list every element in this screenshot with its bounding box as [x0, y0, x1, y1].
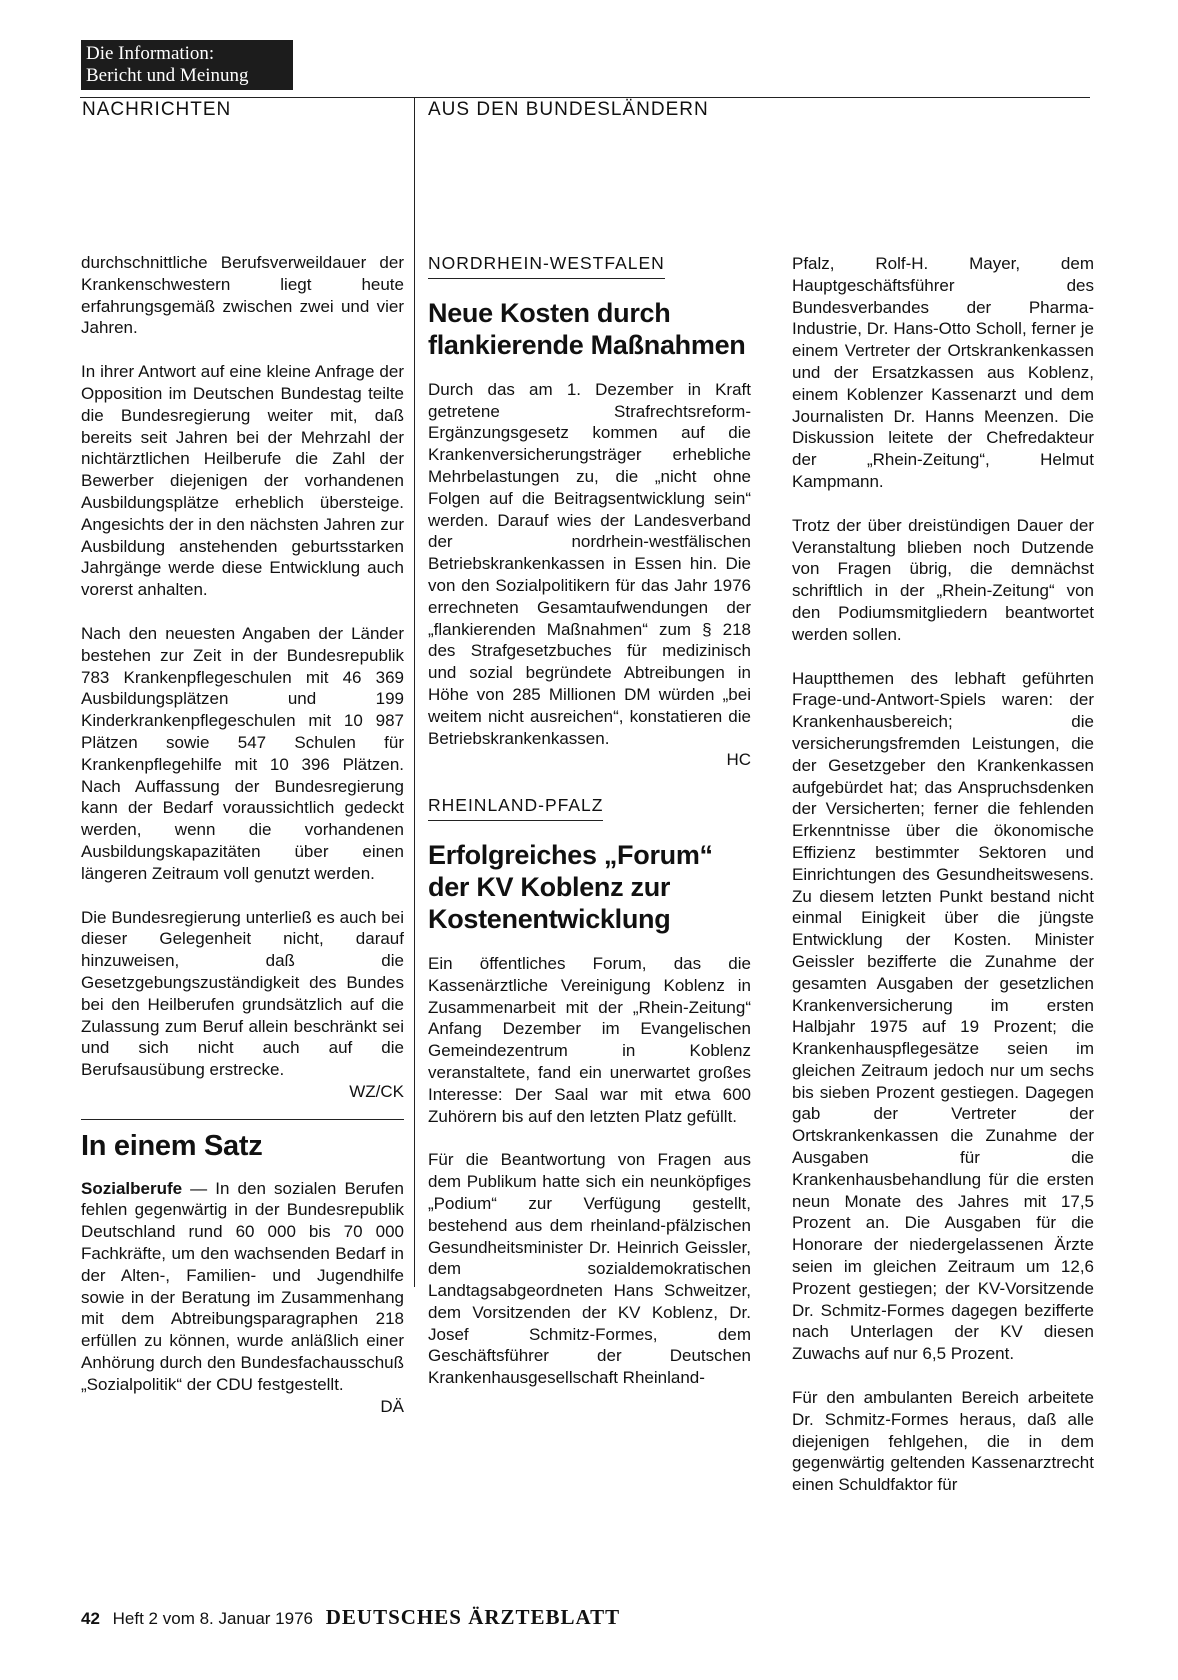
- page-footer: [81, 1606, 620, 1630]
- rubric-badge: [81, 40, 293, 90]
- author-signature: HC: [726, 750, 751, 770]
- column-left: [81, 252, 404, 1417]
- paragraph: Nach den neuesten Angaben der Länder bestehen zur Zeit in der Bundesrepublik 783 Krankenpflegeschulen mit 46 369 Ausbildungsplätzen und 199 Kinderkrankenpflegeschulen mit 10 987 Plätzen sowie 547 Schulen für Krankenpflegehilfe mit 10 396 Plätzen. Nach Auffassung der Bundesregierung kann der Bedarf voraussichtlich gedeckt werden, wenn die vorhandenen Ausbildungskapazitäten über einen längeren Zeitraum voll genutzt werden.: [81, 623, 404, 883]
- article-headline-2: Erfolgreiches „Forum“ der KV Koblenz zur Kostenentwicklung: [428, 839, 713, 934]
- section-rule: [81, 1119, 404, 1120]
- masthead: DEUTSCHES ÄRZTEBLATT: [325, 1605, 621, 1629]
- paragraph: Für den ambulanten Bereich arbeitete Dr. Schmitz-Formes heraus, daß alle diejenigen fehlgehen, die in dem gegenwärtig geltenden Kassenarztrecht einen Schuldfaktor für: [792, 1388, 1094, 1495]
- region-label-rheinland-pfalz: RHEINLAND-PFALZ: [428, 795, 603, 821]
- paragraph: Die Bundesregierung unterließ es auch bei dieser Gelegenheit nicht, darauf hinzuweisen, daß die Gesetzgebungszuständigkeit des Bundes bei den Heilberufen grundsätzlich auf die Zulassung zum Beruf allein beschränkt sei und sich nicht auch auf die Berufsausübung erstrecke.: [81, 907, 404, 1080]
- section-label-bundeslaender: AUS DEN BUNDESLÄNDERN: [428, 99, 709, 120]
- page-number: 42: [81, 1609, 100, 1628]
- paragraph: In ihrer Antwort auf eine kleine Anfrage der Opposition im Deutschen Bundestag teilte die Bundesregierung weiter mit, daß bereits seit Jahren bei der Mehrzahl der nichtärztlichen Heilberufe die Zahl der Bewerber diejenigen der vorhandenen Ausbildungsplätze erheblich übersteige. Angesichts der in den nächsten Jahren zur Ausbildung anstehenden geburtsstarken Jahrgänge werde diese Entwicklung auch vorerst anhalten.: [81, 362, 404, 600]
- signature-row: [81, 1396, 404, 1418]
- lead-word: Sozialberufe: [81, 1178, 183, 1198]
- column-divider: [414, 97, 415, 1287]
- paragraph: Pfalz, Rolf-H. Mayer, dem Hauptgeschäftsführer des Bundesverbandes der Pharma-Industrie, Dr. Hans-Otto Scholl, ferner je einem Vertreter der Ortskrankenkassen und der Ersatzkassen aus Koblenz, einem Koblenzer Kassenarzt und dem Journalisten Dr. Hanns Meenzen. Die Diskussion leitete der Chefredakteur der „Rhein-Zeitung“, Helmut Kampmann.: [792, 254, 1094, 491]
- section-heading-in-einem-satz: In einem Satz: [81, 1129, 263, 1162]
- region-label-nrw: NORDRHEIN-WESTFALEN: [428, 253, 665, 279]
- author-signature: DÄ: [380, 1396, 404, 1416]
- signature-row: [81, 1081, 404, 1103]
- paragraph: Trotz der über dreistündigen Dauer der Veranstaltung blieben noch Dutzende von Fragen übrig, die demnächst schriftlich in der „Rhein-Zeitung“ von den Podiumsmitgliedern beantwortet werden sollen.: [792, 515, 1094, 644]
- rubric-line-1: Die Information:: [86, 43, 215, 64]
- paragraph: Ein öffentliches Forum, das die Kassenärztliche Vereinigung Koblenz in Zusammenarbeit mit der „Rhein-Zeitung“ Anfang Dezember im Evangelischen Gemeindezentrum in Koblenz veranstaltete, fand ein unerwartet großes Interesse: Der Saal war mit etwa 600 Zuhörern bis auf den letzten Platz gefüllt.: [428, 953, 751, 1126]
- paragraph-sozialberufe: [81, 1178, 404, 1396]
- paragraph: durchschnittliche Berufsverweildauer der Krankenschwestern liegt heute erfahrungsgemäß zwischen zwei und vier Jahren.: [81, 253, 404, 338]
- column-middle: [428, 253, 751, 1411]
- paragraph: Hauptthemen des lebhaft geführten Frage-und-Antwort-Spiels waren: der Krankenhausbereich; die versicherungsfremden Leistungen, die der Gesetzgeber den Krankenkassen aufgebürdet hat; das Anspruchsdenken der Versicherten; ferner die fehlenden Erkenntnisse über die ökonomische Effizienz bestimmter Sektoren und Einrichtungen des Gesundheitswesens. Zu diesem letzten Punkt bestand nicht einmal Einigkeit über die jüngste Entwicklung der Kosten. Minister Geissler bezifferte die Zunahme der gesamten Ausgaben der gesetzlichen Krankenversicherung im ersten Halbjahr 1975 auf 19 Prozent; die Krankenhauspflegesätze seien im gleichen Zeitraum jedoch nur um sechs bis sieben Prozent gestiegen. Dagegen gab der Vertreter der Ortskrankenkassen die Zunahme der Ausgaben für die Krankenhausbehandlung für die ersten neun Monate des Jahres mit 17,5 Prozent an. Die Ausgaben für die Honorare der niedergelassenen Ärzte seien im gleichen Zeitraum um 12,6 Prozent gestiegen; der KV-Vorsitzende Dr. Schmitz-Formes dagegen bezifferte nach Unterlagen der KV diesen Zuwachs auf nur 6,5 Prozent.: [792, 668, 1094, 1364]
- column-right: [792, 253, 1094, 1518]
- article-headline-1: Neue Kosten durch flankierende Maßnahmen: [428, 297, 746, 360]
- signature-row: [428, 749, 751, 771]
- paragraph: Durch das am 1. Dezember in Kraft getretene Strafrechtsreform-Ergänzungsgesetz kommen auf die Krankenversicherungsträger erhebliche Mehrbelastungen zu, die „nicht ohne Folgen auf die Beitragsentwicklung sein“ werden. Darauf wies der Landesverband der nordrhein-westfälischen Betriebskrankenkassen in Essen hin. Die von den Sozialpolitikern für das Jahr 1976 errechneten Gesamtaufwendungen der „flankierenden Maßnahmen“ zum § 218 des Strafgesetzbuches für medizinisch und sozial begründete Abtreibungen in Höhe von 285 Millionen DM würden „bei weitem nicht ausreichen“, konstatieren die Betriebskrankenkassen.: [428, 379, 751, 748]
- issue-info: Heft 2 vom 8. Januar 1976: [112, 1609, 313, 1628]
- rubric-line-2: Bericht und Meinung: [86, 65, 249, 86]
- paragraph: Für die Beantwortung von Fragen aus dem Publikum hatte sich ein neunköpfiges „Podium“ zur Verfügung gestellt, bestehend aus dem rheinland-pfälzischen Gesundheitsminister Dr. Heinrich Geissler, dem sozialdemokratischen Landtagsabgeordneten Hans Schweitzer, dem Vorsitzenden der KV Koblenz, Dr. Josef Schmitz-Formes, dem Geschäftsführer der Deutschen Krankenhausgesellschaft Rheinland-: [428, 1150, 751, 1388]
- section-label-nachrichten: NACHRICHTEN: [82, 99, 232, 120]
- author-signature: WZ/CK: [349, 1081, 404, 1101]
- paragraph-body: — In den sozialen Berufen fehlen gegenwärtig in der Bundesrepublik Deutschland rund 60 000 bis 70 000 Fachkräfte, um den wachsenden Bedarf in der Alten-, Familien- und Jugendhilfe sowie in der Beratung im Zusammenhang mit dem Abtreibungsparagraphen 218 erfüllen zu können, wurde anläßlich einer Anhörung durch den Bundesfachausschuß „Sozialpolitik“ der CDU festgestellt.: [81, 1178, 404, 1394]
